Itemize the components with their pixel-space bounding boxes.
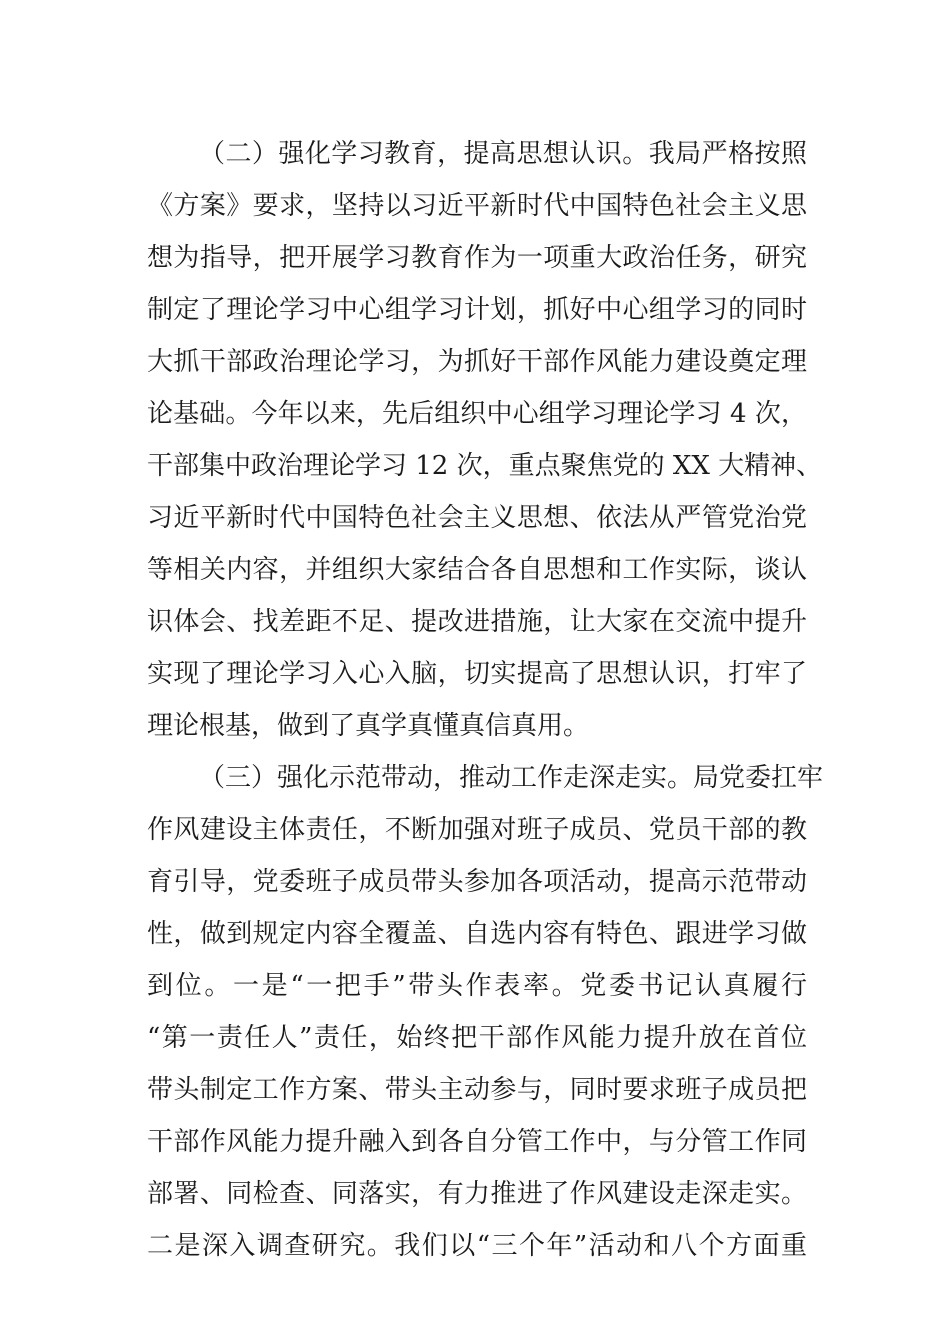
paragraph-line-6: 论基础。今年以来，先后组织中心组学习理论学习 4 次， xyxy=(147,399,807,429)
paragraph-line-3: 想为指导，把开展学习教育作为一项重大政治任务，研究 xyxy=(147,243,807,273)
paragraph-line-15: 育引导，党委班子成员带头参加各项活动，提高示范带动 xyxy=(147,867,807,897)
paragraph-line-17: 到位。一是“一把手”带头作表率。党委书记认真履行 xyxy=(147,971,807,1001)
body-text xyxy=(147,128,824,1272)
paragraph-line-16: 性，做到规定内容全覆盖、自选内容有特色、跟进学习做 xyxy=(147,919,807,949)
paragraph-line-10: 识体会、找差距不足、提改进措施，让大家在交流中提升 xyxy=(147,607,807,637)
paragraph-line-21: 部署、同检查、同落实，有力推进了作风建设走深走实。 xyxy=(147,1179,807,1209)
paragraph-line-2: 《方案》要求，坚持以习近平新时代中国特色社会主义思 xyxy=(147,191,807,221)
paragraph-line-5: 大抓干部政治理论学习，为抓好干部作风能力建设奠定理 xyxy=(147,347,807,377)
paragraph-line-1: （二）强化学习教育，提高思想认识。我局严格按照 xyxy=(199,139,807,169)
paragraph-line-19: 带头制定工作方案、带头主动参与，同时要求班子成员把 xyxy=(147,1075,807,1105)
paragraph-line-8: 习近平新时代中国特色社会主义思想、依法从严管党治党 xyxy=(147,503,807,533)
paragraph-line-4: 制定了理论学习中心组学习计划，抓好中心组学习的同时 xyxy=(147,295,807,325)
paragraph-line-20: 干部作风能力提升融入到各自分管工作中，与分管工作同 xyxy=(147,1127,807,1157)
paragraph-line-11: 实现了理论学习入心入脑，切实提高了思想认识，打牢了 xyxy=(147,659,807,689)
paragraph-line-9: 等相关内容，并组织大家结合各自思想和工作实际，谈认 xyxy=(147,555,807,585)
paragraph-line-13: （三）强化示范带动，推动工作走深走实。局党委扛牢 xyxy=(199,763,824,793)
paragraph-line-18: “第一责任人”责任，始终把干部作风能力提升放在首位 xyxy=(147,1023,807,1053)
paragraph-line-7: 干部集中政治理论学习 12 次，重点聚焦党的 XX 大精神、 xyxy=(147,451,823,481)
paragraph-line-22: 二是深入调查研究。我们以“三个年”活动和八个方面重 xyxy=(147,1231,807,1261)
paragraph-line-12: 理论根基，做到了真学真懂真信真用。 xyxy=(147,711,590,741)
paragraph-line-14: 作风建设主体责任，不断加强对班子成员、党员干部的教 xyxy=(147,815,807,845)
